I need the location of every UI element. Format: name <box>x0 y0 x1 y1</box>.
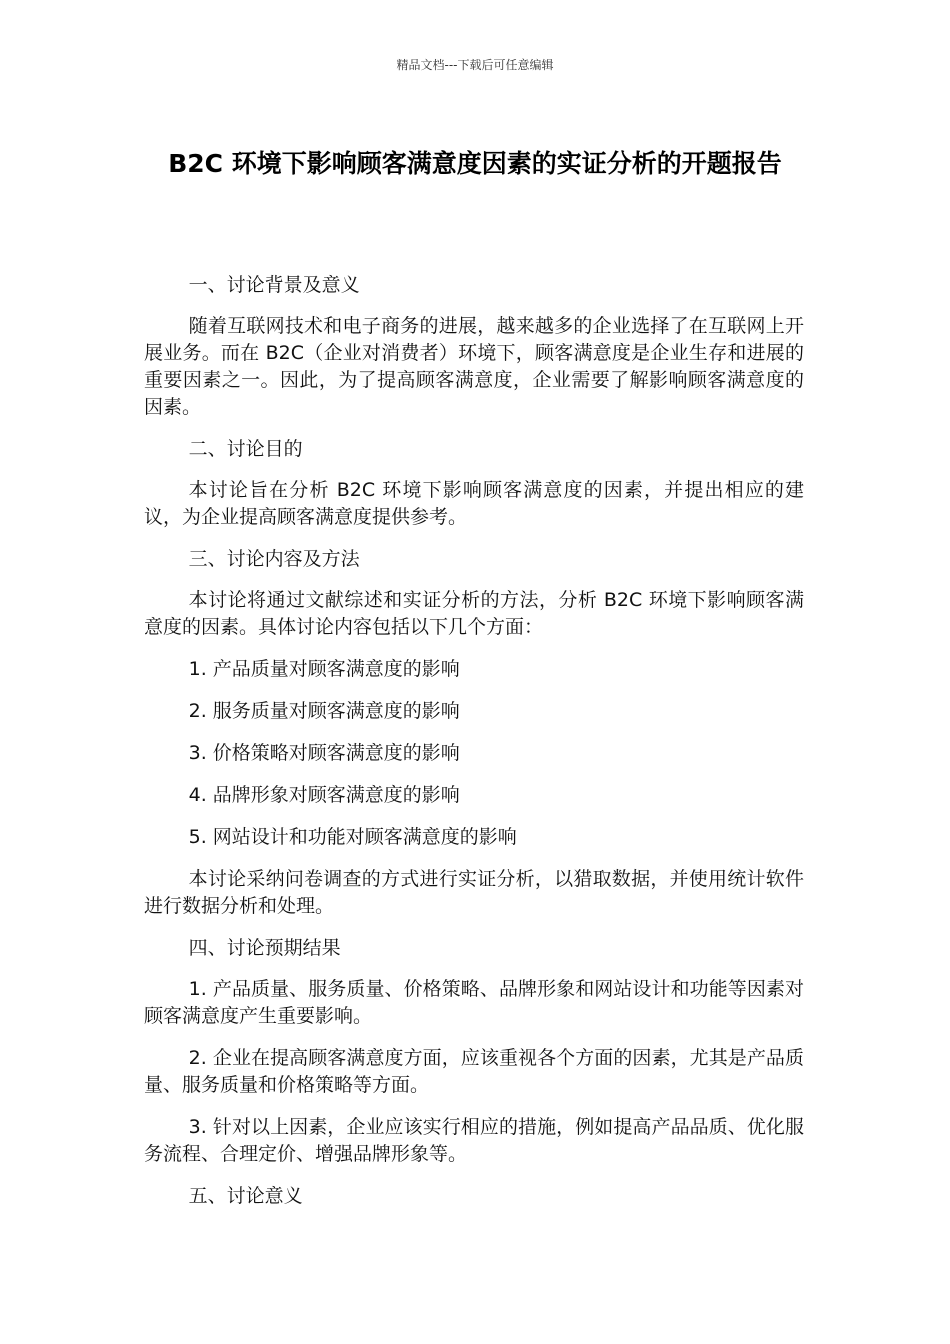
paragraph-method-detail: 本讨论采纳问卷调查的方式进行实证分析，以猎取数据，并使用统计软件进行数据分析和处理。 <box>144 868 804 917</box>
document-title: B2C 环境下影响顾客满意度因素的实证分析的开题报告 <box>168 149 782 178</box>
list-item: 4. 品牌形象对顾客满意度的影响 <box>188 784 460 806</box>
page-header: 精品文档---下载后可任意编辑 <box>396 58 554 72</box>
list-item: 1. 产品质量、服务质量、价格策略、品牌形象和网站设计和功能等因素对顾客满意度产生重要影响。 <box>144 978 804 1027</box>
section-heading-significance: 五、讨论意义 <box>188 1185 303 1207</box>
list-item: 5. 网站设计和功能对顾客满意度的影响 <box>188 826 517 848</box>
section-heading-purpose: 二、讨论目的 <box>188 438 303 460</box>
list-item: 2. 企业在提高顾客满意度方面，应该重视各个方面的因素，尤其是产品质量、服务质量和价格策略等方面。 <box>144 1047 804 1096</box>
section-heading-background: 一、讨论背景及意义 <box>188 274 360 296</box>
list-item: 3. 针对以上因素，企业应该实行相应的措施，例如提高产品品质、优化服务流程、合理定价、增强品牌形象等。 <box>144 1116 804 1165</box>
list-item: 3. 价格策略对顾客满意度的影响 <box>188 742 460 764</box>
section-heading-content-method: 三、讨论内容及方法 <box>188 548 360 570</box>
list-item: 1. 产品质量对顾客满意度的影响 <box>188 658 460 680</box>
paragraph-content-method: 本讨论将通过文献综述和实证分析的方法，分析 B2C 环境下影响顾客满意度的因素。具体讨论内容包括以下几个方面： <box>144 589 804 638</box>
section-heading-expected-results: 四、讨论预期结果 <box>188 937 341 959</box>
paragraph-background: 随着互联网技术和电子商务的进展，越来越多的企业选择了在互联网上开展业务。而在 B2C（企业对消费者）环境下，顾客满意度是企业生存和进展的重要因素之一。因此，为了提高顾客满意度，企业需要了解影响顾客满意度的因素。 <box>144 315 804 418</box>
list-item: 2. 服务质量对顾客满意度的影响 <box>188 700 460 722</box>
document-body <box>144 272 804 1224</box>
paragraph-purpose: 本讨论旨在分析 B2C 环境下影响顾客满意度的因素，并提出相应的建议，为企业提高顾客满意度提供参考。 <box>144 479 804 528</box>
